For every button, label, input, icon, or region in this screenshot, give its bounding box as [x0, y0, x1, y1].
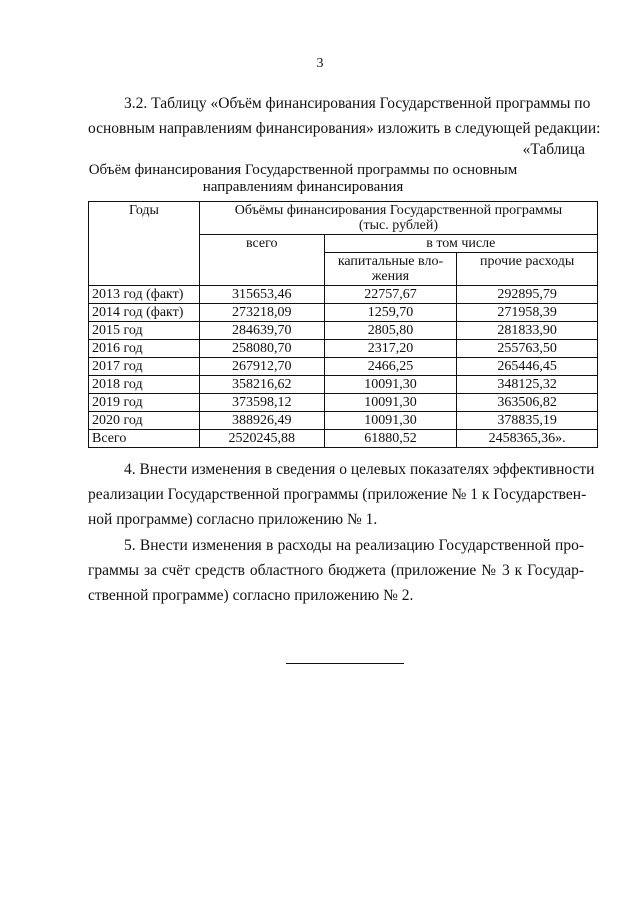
header-years: Годы — [89, 202, 200, 286]
para4-line-2: реализации Государственной программы (приложение № 1 к Государствен- — [88, 486, 587, 503]
cell-total: 273218,09 — [199, 304, 324, 322]
header-including: в том числе — [324, 235, 597, 253]
header-total: всего — [199, 235, 324, 286]
table-header-row-1 — [89, 202, 598, 235]
cell-total: 258080,70 — [199, 340, 324, 358]
para5-line-1: 5. Внести изменения в расходы на реализацию Государственной про- — [124, 537, 584, 554]
para5-line-3: ственной программе) согласно приложению № 2. — [88, 587, 414, 604]
cell-capital: 61880,52 — [324, 430, 457, 448]
closing-rule — [286, 663, 404, 664]
header-volumes — [199, 202, 597, 235]
page-number: 3 — [316, 56, 324, 71]
cell-total: 315653,46 — [199, 286, 324, 304]
cell-total: 358216,62 — [199, 376, 324, 394]
intro-line-1: 3.2. Таблицу «Объём финансирования Государственной программы по — [124, 95, 591, 112]
cell-other: 271958,39 — [457, 304, 598, 322]
table-row — [89, 376, 598, 394]
table-row-total — [89, 430, 598, 448]
cell-other: 348125,32 — [457, 376, 598, 394]
funding-table — [88, 201, 598, 448]
cell-total: 388926,49 — [199, 412, 324, 430]
cell-capital: 2466,25 — [324, 358, 457, 376]
cell-capital: 10091,30 — [324, 412, 457, 430]
cell-total: 373598,12 — [199, 394, 324, 412]
para4-line-3: ной программе) согласно приложению № 1. — [88, 511, 378, 528]
cell-year: 2017 год — [89, 358, 200, 376]
intro-line-2: основным направлениям финансирования» изложить в следующей редакции: — [88, 120, 601, 137]
table-title-line-2: направлениям финансирования — [202, 179, 404, 195]
cell-capital: 1259,70 — [324, 304, 457, 322]
header-capital — [324, 253, 457, 286]
cell-capital: 22757,67 — [324, 286, 457, 304]
cell-other: 265446,45 — [457, 358, 598, 376]
table-row — [89, 340, 598, 358]
table-row — [89, 304, 598, 322]
paragraph-4 — [88, 457, 595, 532]
cell-other: 363506,82 — [457, 394, 598, 412]
cell-other: 255763,50 — [457, 340, 598, 358]
table-row — [89, 322, 598, 340]
table-row — [89, 394, 598, 412]
cell-other: 378835,19 — [457, 412, 598, 430]
cell-year: 2019 год — [89, 394, 200, 412]
table-title — [88, 162, 518, 196]
cell-other: 2458365,36». — [457, 430, 598, 448]
cell-year: 2020 год — [89, 412, 200, 430]
para4-line-1: 4. Внести изменения в сведения о целевых показателях эффективности — [124, 461, 595, 478]
cell-year: 2015 год — [89, 322, 200, 340]
cell-total: 284639,70 — [199, 322, 324, 340]
cell-year: 2014 год (факт) — [89, 304, 200, 322]
cell-capital: 2805,80 — [324, 322, 457, 340]
cell-total: 267912,70 — [199, 358, 324, 376]
table-label: «Таблица — [522, 141, 585, 158]
cell-capital: 2317,20 — [324, 340, 457, 358]
header-volumes-line-1: Объёмы финансирования Государственной программы — [234, 203, 563, 218]
cell-total: 2520245,88 — [199, 430, 324, 448]
table-row — [89, 286, 598, 304]
cell-year: 2016 год — [89, 340, 200, 358]
cell-capital: 10091,30 — [324, 376, 457, 394]
table-row — [89, 412, 598, 430]
table-row — [89, 358, 598, 376]
cell-other: 292895,79 — [457, 286, 598, 304]
cell-year: Всего — [89, 430, 200, 448]
header-volumes-line-2: (тыс. рублей) — [358, 218, 439, 233]
header-capital-line-1: капитальные вло- — [337, 254, 444, 269]
header-other: прочие расходы — [457, 253, 598, 286]
header-capital-line-2: жения — [371, 269, 410, 284]
intro-paragraph — [88, 91, 601, 141]
paragraph-5 — [88, 533, 584, 608]
cell-capital: 10091,30 — [324, 394, 457, 412]
cell-other: 281833,90 — [457, 322, 598, 340]
table-title-line-1: Объём финансирования Государственной программы по основным — [88, 162, 518, 178]
cell-year: 2013 год (факт) — [89, 286, 200, 304]
para5-line-2: граммы за счёт средств областного бюджета (приложение № 3 к Государ- — [88, 562, 584, 579]
cell-year: 2018 год — [89, 376, 200, 394]
